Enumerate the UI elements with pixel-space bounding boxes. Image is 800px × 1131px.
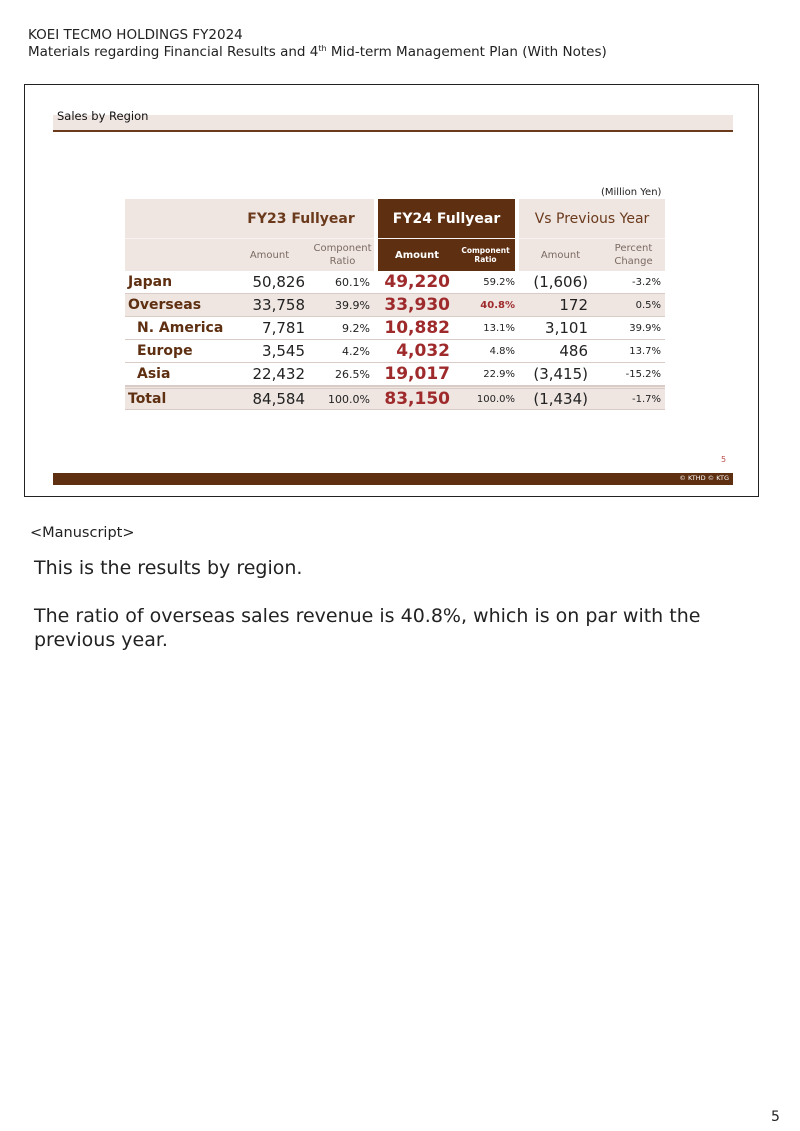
vs-amount: (1,606)	[519, 271, 602, 294]
title-underline	[53, 130, 733, 132]
vs-prev-header: Vs Previous Year	[519, 199, 665, 238]
document-title: KOEI TECMO HOLDINGS FY2024	[28, 27, 243, 43]
copyright-text: © KTHD © KTG	[679, 474, 729, 482]
fy24-amount: 4,032	[374, 340, 456, 363]
fy24-amount-header: Amount	[374, 238, 456, 271]
slide-title: Sales by Region	[57, 109, 149, 123]
fy23-amount: 3,545	[228, 340, 311, 363]
vs-pct: 0.5%	[602, 294, 665, 317]
unit-note: (Million Yen)	[601, 187, 662, 198]
vs-pct: -1.7%	[602, 386, 665, 410]
fy23-ratio: 60.1%	[311, 271, 374, 294]
group-header-row	[125, 199, 665, 238]
region-label: Europe	[125, 340, 228, 363]
sales-by-region-table	[125, 199, 665, 410]
vs-pct: -15.2%	[602, 363, 665, 386]
region-label: Total	[125, 386, 228, 410]
fy24-amount: 49,220	[374, 271, 456, 294]
document-subtitle: Materials regarding Financial Results and 4th Mid-term Management Plan (With Notes)	[28, 44, 607, 60]
region-label: N. America	[125, 317, 228, 340]
fy23-header: FY23 Fullyear	[228, 199, 374, 238]
fy24-ratio: 59.2%	[456, 271, 519, 294]
fy23-ratio: 100.0%	[311, 386, 374, 410]
slide-footer-bar	[53, 473, 733, 485]
vs-pct: 13.7%	[602, 340, 665, 363]
fy23-amount: 7,781	[228, 317, 311, 340]
vs-amount: 172	[519, 294, 602, 317]
fy23-ratio: 39.9%	[311, 294, 374, 317]
vs-pct-header: Percent Change	[602, 238, 665, 271]
fy23-ratio: 4.2%	[311, 340, 374, 363]
fy24-ratio: 13.1%	[456, 317, 519, 340]
fy23-amount: 84,584	[228, 386, 311, 410]
fy24-amount: 83,150	[374, 386, 456, 410]
slide-title-bar	[53, 115, 733, 131]
fy24-amount: 33,930	[374, 294, 456, 317]
fy23-ratio-header: Component Ratio	[311, 238, 374, 271]
fy23-amount: 33,758	[228, 294, 311, 317]
table-row	[125, 363, 665, 386]
table-row	[125, 317, 665, 340]
table-row-total	[125, 386, 665, 410]
fy23-amount: 50,826	[228, 271, 311, 294]
manuscript-paragraph: The ratio of overseas sales revenue is 40.8%, which is on par with the previous year.	[34, 605, 701, 651]
corner-cell	[125, 199, 228, 238]
fy23-amount-header: Amount	[228, 238, 311, 271]
corner-cell-sub	[125, 238, 228, 271]
fy23-amount: 22,432	[228, 363, 311, 386]
vs-amount: (3,415)	[519, 363, 602, 386]
fy24-ratio: 4.8%	[456, 340, 519, 363]
slide-frame	[24, 84, 759, 497]
region-label: Asia	[125, 363, 228, 386]
manuscript-paragraph: This is the results by region.	[34, 557, 303, 579]
sub-header-row	[125, 238, 665, 271]
vs-pct: -3.2%	[602, 271, 665, 294]
fy24-header: FY24 Fullyear	[374, 199, 519, 238]
table-row	[125, 340, 665, 363]
slide-page-number: 5	[721, 455, 727, 464]
vs-pct: 39.9%	[602, 317, 665, 340]
manuscript-body	[34, 556, 754, 676]
fy24-amount: 10,882	[374, 317, 456, 340]
fy24-ratio: 22.9%	[456, 363, 519, 386]
fy23-ratio: 9.2%	[311, 317, 374, 340]
document-header	[28, 27, 607, 61]
region-label: Overseas	[125, 294, 228, 317]
table-row	[125, 294, 665, 317]
manuscript-label: <Manuscript>	[30, 525, 135, 541]
vs-amount: (1,434)	[519, 386, 602, 410]
fy24-ratio: 100.0%	[456, 386, 519, 410]
vs-amount: 486	[519, 340, 602, 363]
page-number: 5	[771, 1109, 780, 1125]
fy24-ratio: 40.8%	[456, 294, 519, 317]
vs-amount: 3,101	[519, 317, 602, 340]
table-row	[125, 271, 665, 294]
vs-amount-header: Amount	[519, 238, 602, 271]
fy23-ratio: 26.5%	[311, 363, 374, 386]
fy24-amount: 19,017	[374, 363, 456, 386]
fy24-ratio-header: Component Ratio	[456, 238, 519, 271]
region-label: Japan	[125, 271, 228, 294]
